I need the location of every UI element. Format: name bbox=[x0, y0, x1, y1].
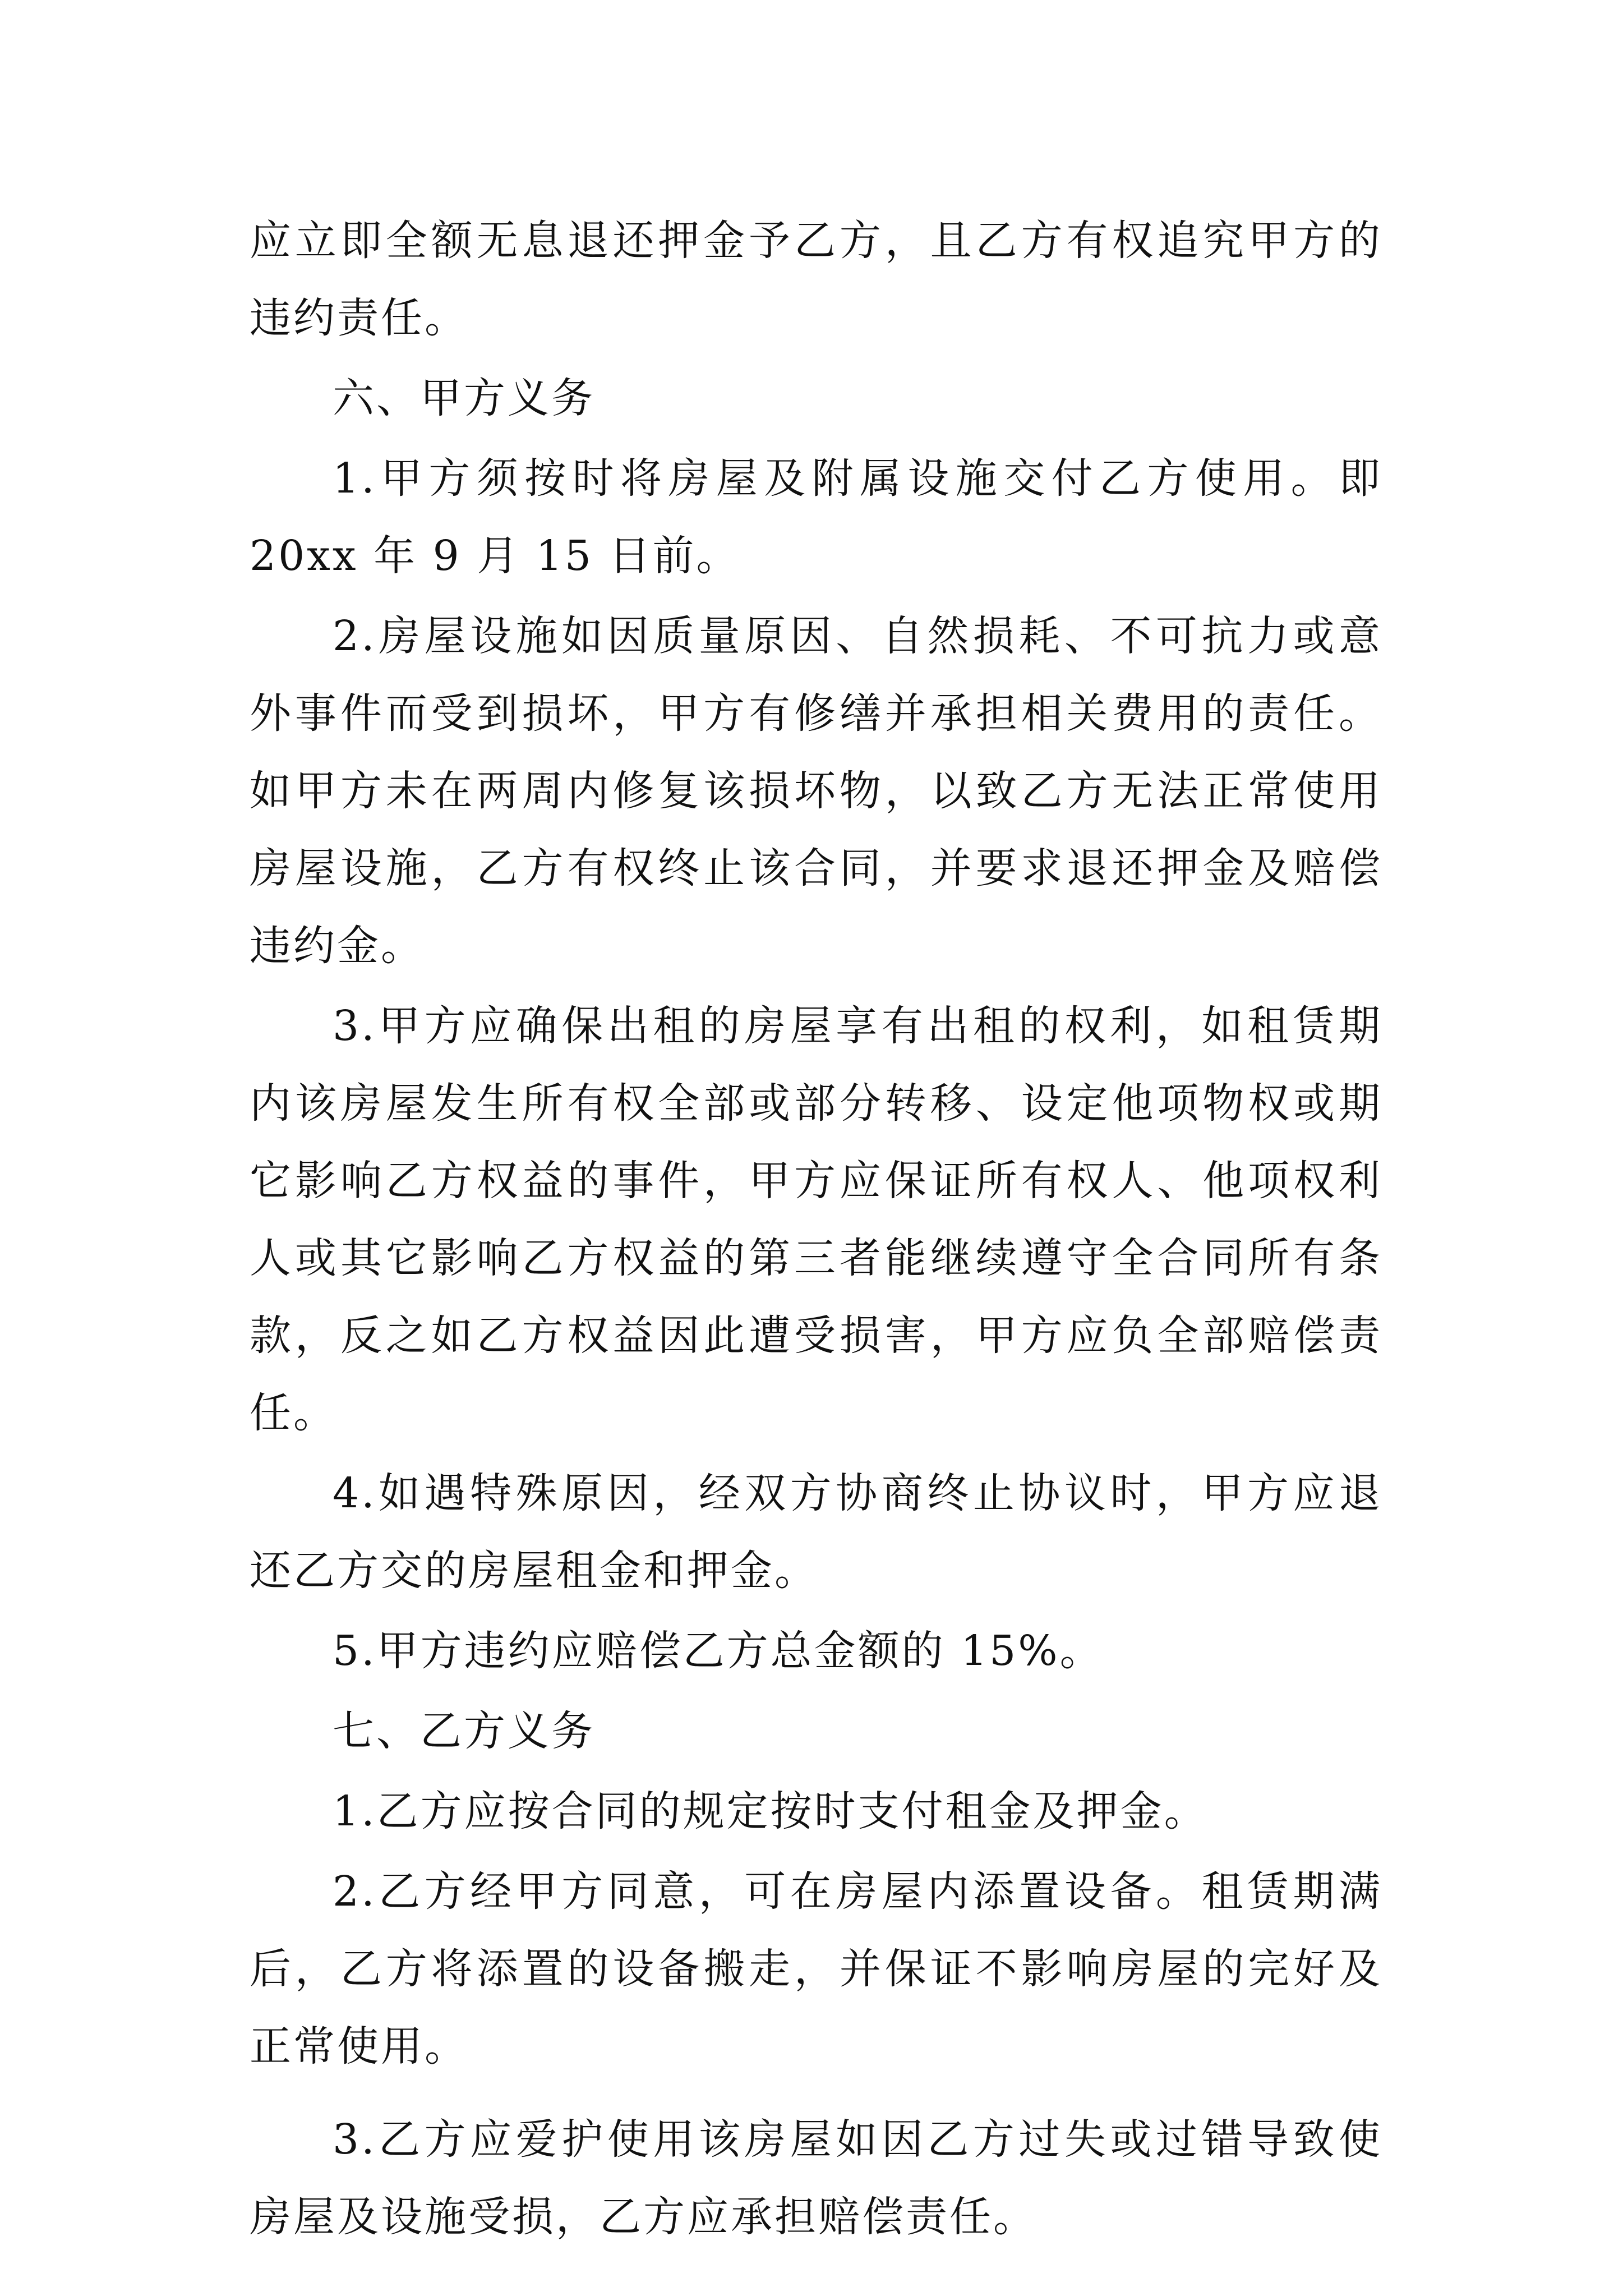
clause-7-2: 2.乙方经甲方同意，可在房屋内添置设备。租赁期满后，乙方将添置的设备搬走，并保证不影响房屋的完好及正常使用。 bbox=[250, 1867, 1382, 2070]
paragraph-continuation: 应立即全额无息退还押金予乙方，且乙方有权追究甲方的违约责任。 bbox=[250, 217, 1382, 342]
clause-7-1: 1.乙方应按合同的规定按时支付租金及押金。 bbox=[333, 1787, 1208, 1835]
document-body bbox=[250, 202, 1382, 2258]
clause-7-3: 3.乙方应爱护使用该房屋如因乙方过失或过错导致使房屋及设施受损，乙方应承担赔偿责任。 bbox=[250, 2115, 1382, 2241]
clause-6-5: 5.甲方违约应赔偿乙方总金额的 15%。 bbox=[333, 1627, 1104, 1675]
clause-6-2: 2.房屋设施如因质量原因、自然损耗、不可抗力或意外事件而受到损坏，甲方有修缮并承担相关费用的责任。如甲方未在两周内修复该损坏物，以致乙方无法正常使用房屋设施，乙方有权终止该合同，并要求退还押金及赔偿违约金。 bbox=[250, 612, 1382, 970]
clause-6-3: 3.甲方应确保出租的房屋享有出租的权利，如租赁期内该房屋发生所有权全部或部分转移、设定他项物权或期它影响乙方权益的事件，甲方应保证所有权人、他项权利人或其它影响乙方权益的第三者能继续遵守全合同所有条款，反之如乙方权益因此遭受损害，甲方应负全部赔偿责任。 bbox=[250, 1002, 1382, 1437]
section-heading-party-b-obligations: 七、乙方义务 bbox=[333, 1707, 595, 1755]
section-heading-party-a-obligations: 六、甲方义务 bbox=[333, 374, 595, 422]
clause-6-4: 4.如遇特殊原因，经双方协商终止协议时，甲方应退还乙方交的房屋租金和押金。 bbox=[250, 1469, 1382, 1595]
clause-6-1: 1.甲方须按时将房屋及附属设施交付乙方使用。即 20xx 年 9 月 15 日前。 bbox=[250, 454, 1382, 580]
